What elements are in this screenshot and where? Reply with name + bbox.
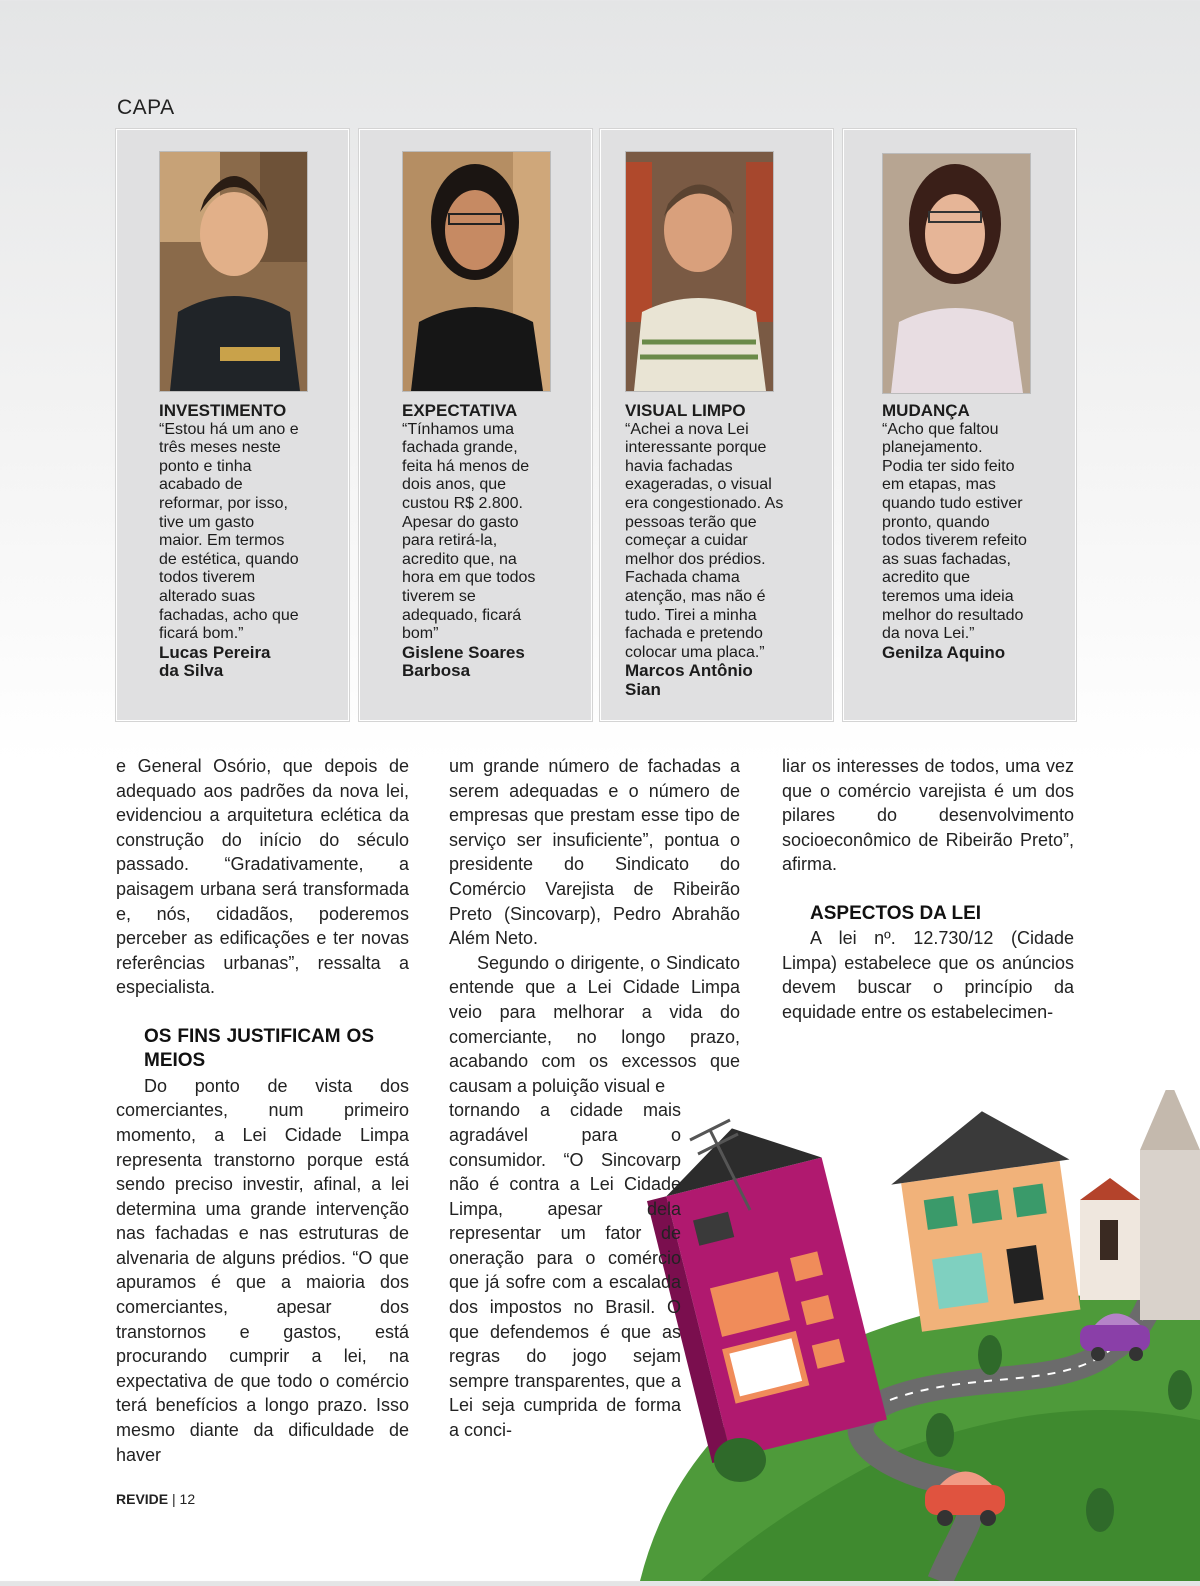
- card-quote: “Achei a nova Lei interessante porque havia fachadas exageradas, o visual era congestionado. As pessoas terão que começar a cuidar melhor dos prédios. Fachada chama atenção, mas não é tudo. Tirei a minha fachada e pretendo colocar uma placa.”: [625, 420, 784, 661]
- card-title: INVESTIMENTO: [159, 401, 287, 420]
- portrait-photo: [625, 151, 774, 392]
- portrait-photo: [402, 151, 551, 392]
- testimonial-text: [159, 402, 344, 681]
- testimonial-card: [600, 129, 833, 721]
- card-name: Gislene Soares Barbosa: [402, 642, 525, 681]
- article-column-1: [116, 754, 409, 1467]
- article-column-2: [449, 754, 740, 1443]
- card-quote: “Acho que faltou planejamento. Podia ter sido feito em etapas, mas quando tudo estiver pronto, quando todos tiverem refeito as suas fachadas, acredito que teremos uma ideia melhor do resultado da nova Lei.”: [882, 420, 1027, 643]
- article-paragraph: A lei nº. 12.730/12 (Cidade Limpa) estabelece que os anúncios devem buscar o princípio da equidade entre os estabelecimen-: [782, 928, 1074, 1022]
- section-label: CAPA: [117, 96, 175, 119]
- page-number: 12: [179, 1491, 196, 1507]
- section-heading: ASPECTOS DA LEI: [810, 902, 982, 924]
- card-name: Lucas Pereira da Silva: [159, 642, 271, 681]
- article-paragraph: um grande número de fachadas a serem adequadas e o número de empresas que prestam esse tipo de serviço ser insuficiente”, pontua o presidente do Sindicato do Comércio Varejista de Ribeirão Preto (Sincovarp), Pedro Abrahão Além Neto.: [449, 756, 740, 949]
- card-title: VISUAL LIMPO: [625, 401, 746, 420]
- orange-house: [901, 1161, 1080, 1332]
- testimonial-card: [116, 129, 349, 721]
- card-name: Marcos Antônio Sian: [625, 661, 753, 699]
- article-paragraph: e General Osório, que depois de adequado aos padrões da nova lei, evidenciou a arquitetura eclética da construção do início do século passado. “Gradativamente, a paisagem urbana será transformada e, nós, cidadãos, poderemos perceber as edificações e ter novas referências urbanas”, ressalta a especialista.: [116, 756, 409, 998]
- article-paragraph: liar os interesses de todos, uma vez que o comércio varejista é um dos pilares do desenvolvimento socioeconômico de Ribeirão Preto”, afirma.: [782, 756, 1074, 875]
- footer-separator: |: [172, 1491, 176, 1507]
- testimonial-cards: [116, 129, 1076, 721]
- page-footer: [116, 1491, 195, 1507]
- section-heading: OS FINS JUSTIFICAM OS MEIOS: [144, 1025, 374, 1072]
- testimonial-text: [402, 402, 587, 681]
- card-quote: “Estou há um ano e três meses neste ponto e tinha acabado de reformar, por isso, tive um gasto maior. Em termos de estética, quando todos tiverem alterado suas fachadas, acho que ficará bom.”: [159, 420, 299, 643]
- portrait-photo: [159, 151, 308, 392]
- card-name: Genilza Aquino: [882, 642, 1006, 662]
- magazine-name: REVIDE: [116, 1491, 169, 1507]
- article-column-3: [782, 754, 1074, 1025]
- card-quote: “Tínhamos uma fachada grande, feita há menos de dois anos, que custou R$ 2.800. Apesar do gasto para retirá-la, acredito que, na hora em que todos tiverem se adequado, ficará bom”: [402, 420, 536, 643]
- testimonial-text: [625, 402, 825, 700]
- article-paragraph: Segundo o dirigente, o Sindicato entende que a Lei Cidade Limpa veio para melhorar a vida do comerciante, no longo prazo, acabando com os excessos que causam a poluição visual e: [449, 952, 740, 1096]
- testimonial-card: [359, 129, 592, 721]
- card-title: MUDANÇA: [882, 401, 970, 420]
- article-paragraph: Do ponto de vista dos comerciantes, num primeiro momento, a Lei Cidade Limpa representa transtorno porque está sendo preciso investir, afinal, a lei determina uma grande intervenção nas fachadas e nas estruturas de alvenaria de alguns prédios. “O que apuramos é que a maioria dos comerciantes, apesar dos transtornos e gastos, está procurando cumprir a lei, na expectativa de que todo o comércio terá benefícios a longo prazo. Isso mesmo diante da dificuldade de haver: [116, 1075, 409, 1465]
- card-title: EXPECTATIVA: [402, 401, 518, 420]
- article-paragraph: tornando a cidade mais agradável para o consumidor. “O Sincovarp não é contra a Lei Cidade Limpa, apesar dela representar um fator de oneração para o comércio que já sofre com a escalada dos impostos no Brasil. O que defendemos é que as regras do jogo sejam sempre transparentes, que a Lei seja cumprida de forma a conci-: [449, 1100, 681, 1441]
- testimonial-text: [882, 402, 1067, 662]
- portrait-photo: [882, 153, 1031, 394]
- testimonial-card: [843, 129, 1076, 721]
